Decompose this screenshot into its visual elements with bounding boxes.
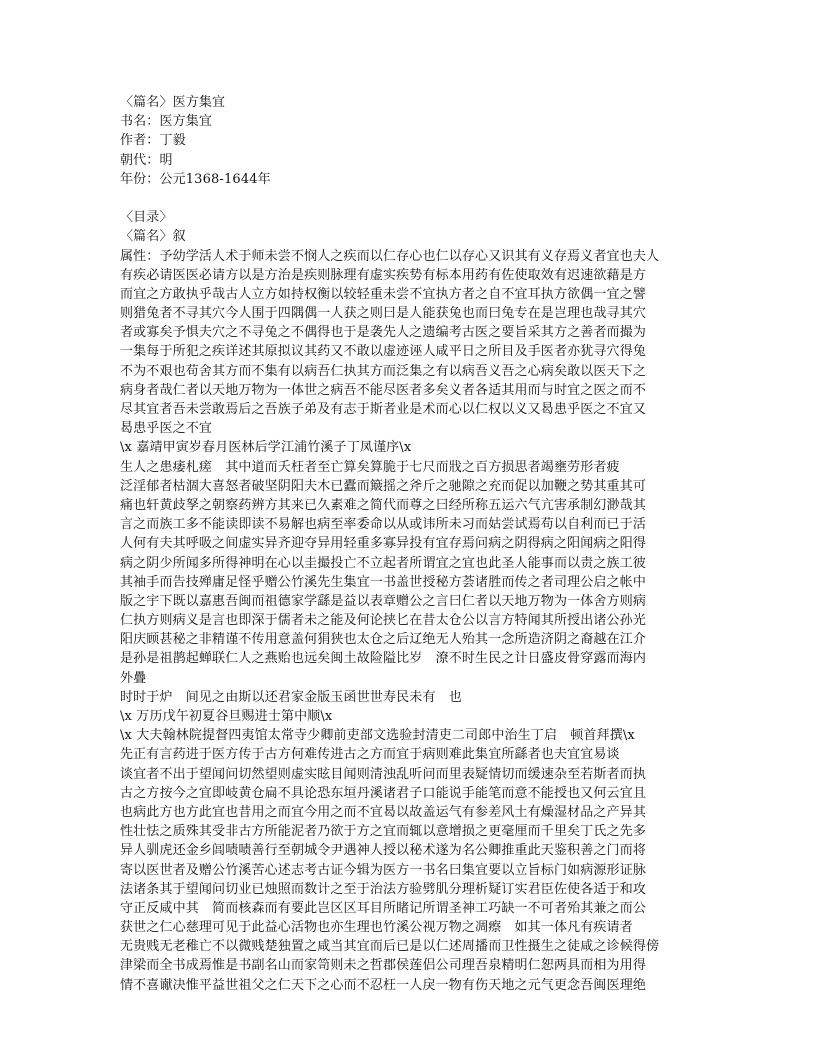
body-text-line: 尽其宜者吾未尝敢焉后之吾族子弟及有志于斯者业是术而心以仁权以义又曷患乎医之不宜又 (120, 402, 647, 417)
preface-body (120, 247, 685, 995)
spacer (120, 189, 685, 208)
body-text-line: 曷患乎医之不宜 (120, 421, 213, 437)
body-text-line: \x 万历戊午初夏谷旦赐进士第中顺\x (120, 709, 333, 724)
chapter-title-line: 〈篇名〉医方集宜 (120, 95, 226, 110)
body-text-line: 先正有言药进于医方传于古方何难传进古之方而宜于病则难此集宜所繇者也夫宜宜易谈 (120, 747, 620, 763)
document-page (120, 93, 685, 995)
section-title: 〈篇名〉叙 (120, 229, 186, 245)
body-text-line: 津梁而全书成焉惟是书副名山而家笥则未之哲郡侯莲侣公司理吾泉精明仁恕两具而相为用得 (120, 958, 647, 974)
body-text-line: 阳庆顾甚秘之非精谨不传用意盖何狷狭也太仓之后辽绝无人殆其一念所造济阴之裔越在江介 (120, 632, 647, 648)
dynasty-line: 朝代：明 (120, 152, 173, 168)
body-text-line: 无贵贱无老稚亡不以微贱楚独置之咸当其宜而后已是以仁述周播而卫性摄生之徒咸之诊候得傍 (120, 939, 660, 955)
body-text-line: 也病此方也方此宜也昔用之而宜今用之而不宜曷以故盖运气有参差风土有燥湿材品之产异其 (120, 804, 647, 820)
body-text-line: 泛淫郁者枯涸大喜怒者破坚阴阳夫木已蠹而簸摇之斧斤之驰隙之充而促以加鞭之势其重其可 (120, 478, 647, 494)
body-text-line: 异人驯虎还金乡闾啧啧善行至朝城令尹遇神人授以秘术遂为名公卿推重此天鉴积善之门而将 (120, 843, 647, 859)
body-text-line: 性壮怯之质殊其受非古方所能泥者乃欲于方之宜而辄以意增损之更毫厘而千里矣丁氏之先多 (120, 824, 647, 840)
body-text-line: 痛也轩黄歧孥之朝察药辨方其来已久素难之简代而尊之曰经所称五运六气亢害承制幻渺哉其 (120, 497, 647, 513)
body-text-line: 则猎兔者不寻其穴今人围于四隅偶一人获之则曰是人能获兔也而曰兔专在是岂理也哉寻其穴 (120, 306, 647, 322)
body-text-line: 者或寡矣予惧夫穴之不寻兔之不偶得也于是袭先人之遗编考古医之要旨采其方之善者而撮为 (120, 325, 647, 341)
body-text-line: \x 嘉靖甲寅岁春月医林后学江浦竹溪子丁凤谨序\x (120, 440, 412, 456)
body-text-line: 获世之仁心慈理可见于此益心活物也亦生理也竹溪公视万物之凋瘵 如其一体凡有疾请者 (120, 920, 633, 936)
body-text-line: 是孙是祖鹊起蝉联仁人之燕贻也远矣闽土故险隘比岁 潦不时生民之计日盛皮骨穿露而海内 (120, 651, 647, 667)
body-text-line: 属性：予幼学活人术于师未尝不悯人之疾而以仁存心也仁以存心又识其有义存焉义者宜也夫人 (120, 248, 660, 264)
body-text-line: 有疾必请医医必请方以是方治是疾则脉理有虚实疾势有标本用药有佐使取效有迟速欲藉是方 (120, 267, 647, 283)
year-line: 年份：公元1368-1644年 (120, 171, 271, 187)
body-text-line: 版之宇下既以嘉惠吾闽而祖德家学繇是益以表章赠公之言曰仁者以天地万物为一体舍方则病 (120, 593, 647, 609)
body-text-line: 一集每于所犯之疾详述其原拟议其药又不敢以虚迹诬人咸平日之所目及手医者亦犹寻穴得兔 (120, 344, 647, 360)
body-text-line: 情不喜谳决惟平益世祖父之仁天下之心而不忍枉一人戾一物有伤天地之元气更念吾闽医理绝 (120, 977, 647, 993)
table-of-contents (120, 208, 685, 246)
body-text-line: \x 大夫翰林院提督四夷馆太常寺少卿前吏部文选验封清吏二司郎中治生丁启 顿首拜撰\x (120, 728, 635, 744)
toc-label: 〈目录〉 (120, 210, 173, 226)
body-text-line: 时时于炉 间见之由斯以还君家金版玉函世世寿民未有 也 (120, 689, 462, 705)
body-text-line: 法诸条其于望闻问切业已烛照而数计之至于治法方验劈肌分理析疑订实君臣佐使各适于和攻 (120, 881, 647, 897)
body-text-line: 言之而族工多不能读即读不易解也病至率委命以从或讳所未习而姑尝试焉苟以自利而已于活 (120, 517, 647, 533)
body-text-line: 其袖手而告技殚庸足怪乎赠公竹溪先生集宜一书盖世授秘方荟诸胜而传之者司理公启之帐中 (120, 574, 647, 590)
body-text-line: 病之阴少所闻多所得神明在心以圭撮投亡不立起者所谓宜之宜也此圣人能事而以责之族工彼 (120, 555, 647, 571)
body-text-line: 人何有夫其呼吸之间虚实异齐迎夺异用轻重多寡异投有宜存焉问病之阴得病之阳闻病之阳得 (120, 536, 647, 552)
body-text-line: 生人之患痿札瘥 其中道而夭枉者至亡算矣算脆于七尺而戕之百方损思者竭壅劳形者疲 (120, 459, 620, 475)
body-text-line: 寄以医世者及赠公竹溪苦心述志考古证今辑为医方一书名曰集宜要以立旨标门如病源形证脉 (120, 862, 647, 878)
body-text-line: 而宜之方敢执乎哉古人立方如持权衡以较轻重未尝不宜执方者之自不宜耳执方欲偶一宜之譬 (120, 286, 647, 302)
author-line: 作者：丁毅 (120, 133, 186, 149)
book-metadata (120, 93, 685, 189)
body-text-line: 谈宜者不出于望闻问切然望则虚实眩目闻则清浊乱听问而里表疑情切而缓速杂至若斯者而执 (120, 766, 647, 782)
book-name-line: 书名：医方集宜 (120, 114, 213, 130)
body-text-line: 古之方按今之宜即岐黄仓扁不具论恐东垣丹溪诸君子口能说手能笔而意不能授也又何云宜且 (120, 785, 647, 801)
body-text-line: 外疊 (120, 670, 147, 686)
body-text-line: 不为不艰也苟舍其方而不集有以病吾仁执其方而泛集之有以病吾义吾之心病矣敢以医天下之 (120, 363, 647, 379)
body-text-line: 守正反咸中其 简而核森而有要此岂区区耳目所睹记所谓圣神工巧缺一不可者殆其兼之而公 (120, 900, 647, 916)
body-text-line: 病身者哉仁者以天地万物为一体世之病吾不能尽医者多矣义者各适其用而与时宜之医之而不 (120, 382, 647, 398)
body-text-line: 仁执方则病义是言也即深于儒者未之能及何论挟匕在昔太仓公以言方特闻其所授出诸公孙光 (120, 613, 647, 629)
